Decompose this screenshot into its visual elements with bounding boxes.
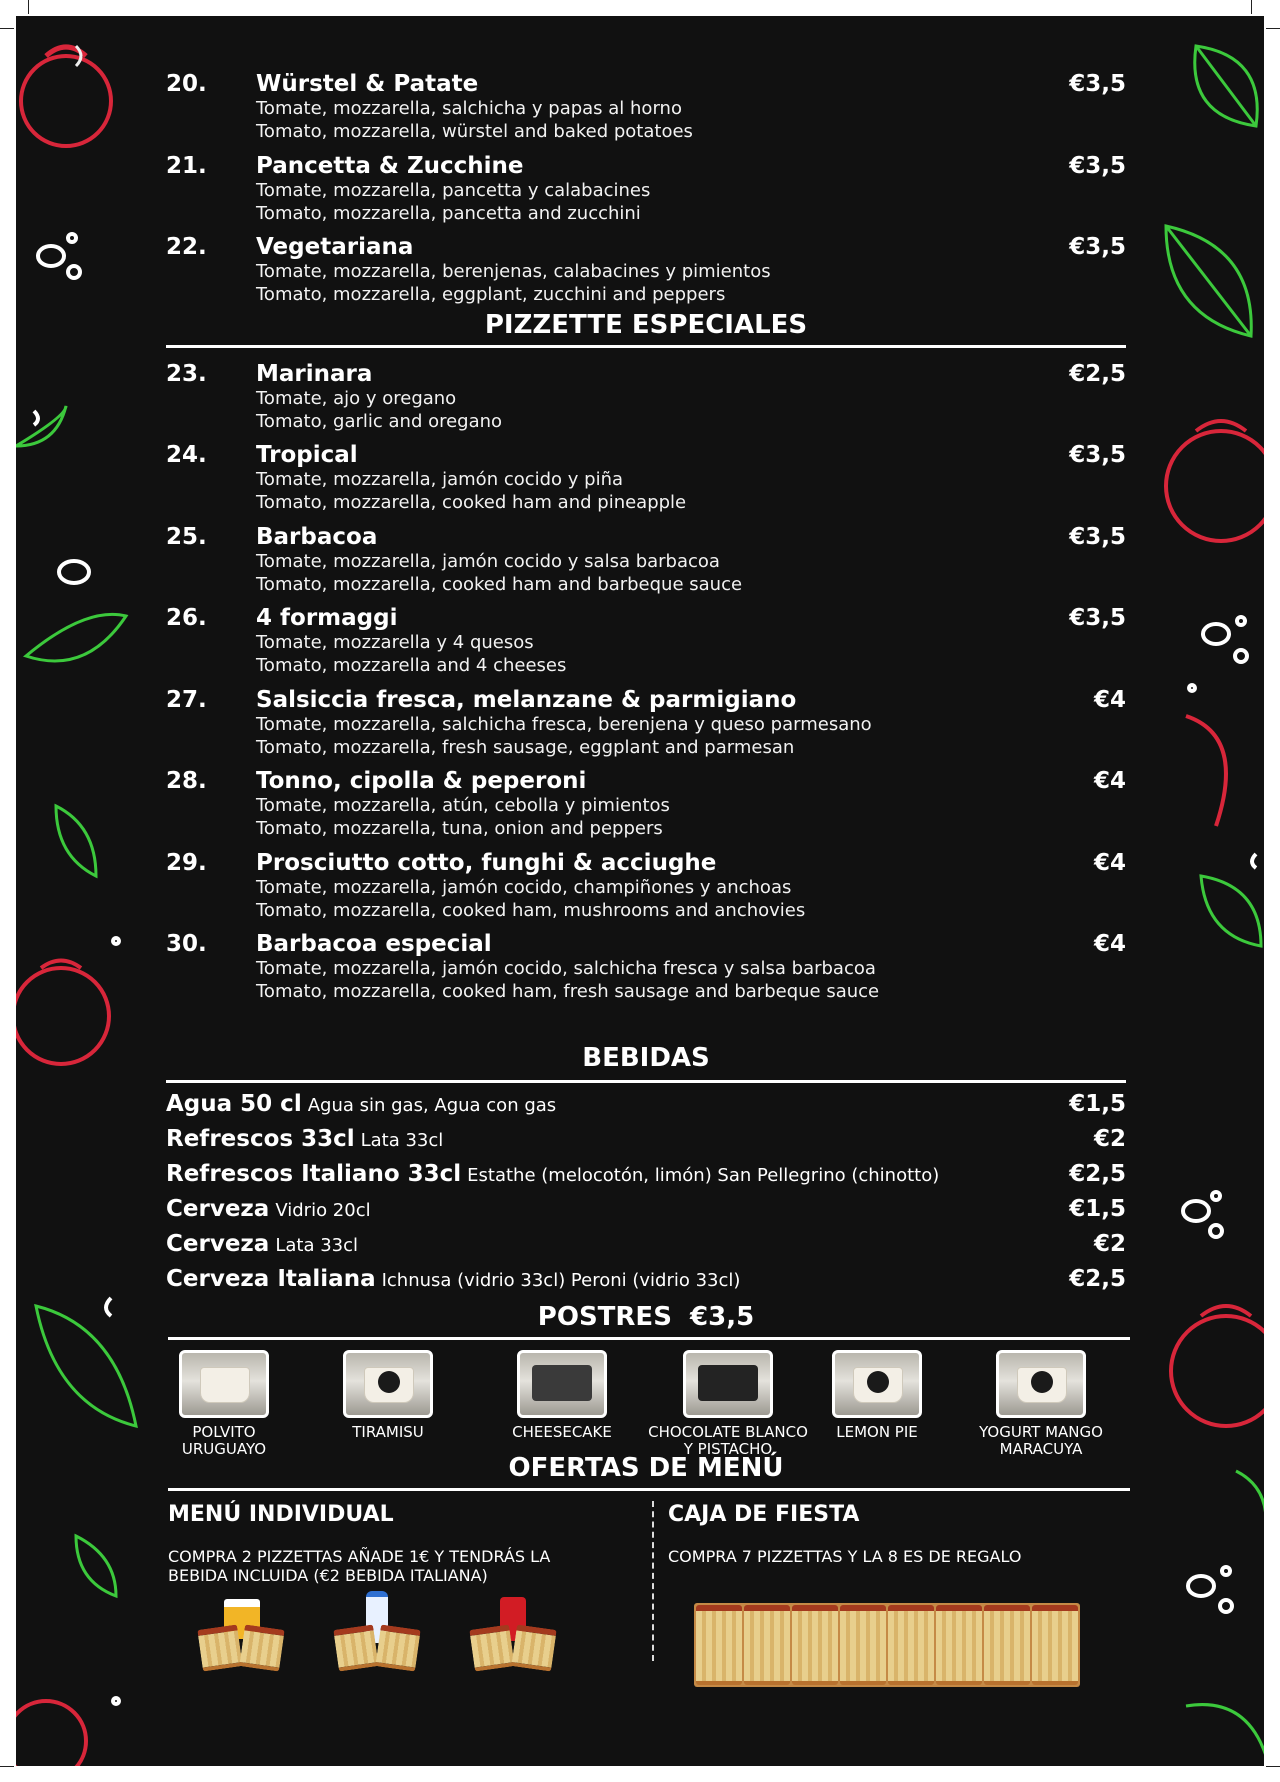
item-name: Tropical: [256, 442, 358, 468]
dessert-photo: [683, 1350, 773, 1418]
item-number: 20.: [166, 71, 207, 97]
item-name: Tonno, cipolla & peperoni: [256, 768, 587, 794]
crop-mark: [1251, 0, 1252, 14]
offer-fiesta: [668, 1491, 1128, 1566]
dessert-label: CHOCOLATE BLANCO Y PISTACHO: [648, 1422, 808, 1458]
drink-price: €2: [1093, 1125, 1126, 1152]
section-title-ofertas: OFERTAS DE MENÚ: [508, 1452, 784, 1483]
menu-item: [166, 767, 1126, 849]
item-description-es: Tomate, mozzarella, jamón cocido, champiñones y anchoas: [256, 876, 792, 898]
item-number: 28.: [166, 768, 207, 794]
drink-price: €2: [1093, 1230, 1126, 1257]
drink-name: Refrescos Italiano 33cl: [166, 1160, 462, 1187]
item-name: Prosciutto cotto, funghi & acciughe: [256, 849, 717, 876]
item-description-en: Tomato, mozzarella and 4 cheeses: [256, 655, 567, 676]
item-number: 21.: [166, 152, 207, 179]
dessert-label: POLVITO URUGUAYO: [181, 1422, 267, 1458]
item-description-es: Tomate, mozzarella, berenjenas, calabacines y pimientos: [256, 261, 771, 282]
item-name: Pancetta & Zucchine: [256, 152, 524, 179]
item-price: €3,5: [1069, 605, 1126, 631]
dessert-label: LEMON PIE: [836, 1422, 918, 1441]
item-name: Salsiccia fresca, melanzane & parmigiano: [256, 686, 797, 713]
dessert-photo: [343, 1350, 433, 1418]
menu-item: [166, 152, 1126, 234]
drink-name: Cerveza Italiana: [166, 1265, 376, 1292]
section-rule: [166, 1080, 1126, 1083]
tomato-icon: [21, 46, 111, 146]
item-description-es: Tomate, mozzarella, jamón cocido, salchicha fresca y salsa barbacoa: [256, 958, 876, 979]
item-description-es: Tomate, mozzarella, atún, cebolla y pimientos: [256, 795, 670, 816]
drink-description: Vidrio 20cl: [275, 1199, 371, 1221]
crop-mark: [1266, 1766, 1280, 1767]
crop-mark: [0, 1766, 14, 1767]
item-description-en: Tomato, mozzarella, eggplant, zucchini and peppers: [256, 284, 726, 305]
item-price: €4: [1093, 686, 1126, 713]
drink-row: [166, 1264, 1126, 1299]
item-number: 25.: [166, 523, 207, 550]
basil-leaf-icon: [1195, 46, 1258, 126]
item-number: 23.: [166, 360, 207, 387]
tomato-icon: [1166, 421, 1264, 541]
drink-row: [166, 1089, 1126, 1124]
drink-price: €2,5: [1069, 1265, 1126, 1292]
drink-row: [166, 1194, 1126, 1229]
item-number: 27.: [166, 686, 207, 713]
tomato-icon: [1171, 1306, 1264, 1426]
menu-item: [166, 360, 1126, 442]
menu-item: [166, 441, 1126, 523]
menu-page: [16, 16, 1264, 1766]
pizza-list-top: [166, 70, 1126, 315]
offer-description: COMPRA 7 PIZZETTAS Y LA 8 ES DE REGALO: [668, 1546, 1022, 1566]
drink-name: Refrescos 33cl: [166, 1125, 355, 1152]
crop-mark: [0, 28, 14, 29]
item-description-es: Tomate, mozzarella, salchicha fresca, berenjena y queso parmesano: [256, 713, 872, 735]
item-description-en: Tomato, mozzarella, tuna, onion and peppers: [256, 818, 663, 839]
item-number: 26.: [166, 605, 207, 631]
menu-item: [166, 849, 1126, 931]
item-description-en: Tomato, mozzarella, cooked ham and barbeque sauce: [256, 573, 743, 595]
item-description-es: Tomate, ajo y oregano: [256, 387, 457, 409]
item-price: €2,5: [1069, 360, 1126, 387]
item-name: Würstel & Patate: [256, 71, 479, 97]
dessert-gallery: [166, 1340, 1126, 1460]
dessert-item: [303, 1350, 473, 1441]
offer-divider: [652, 1501, 654, 1661]
item-name: 4 formaggi: [256, 605, 398, 631]
dessert-label: TIRAMISU: [352, 1422, 424, 1441]
item-description-es: Tomate, mozzarella, salchicha y papas al horno: [256, 98, 682, 119]
drink-description: Lata 33cl: [360, 1129, 444, 1151]
dessert-photo: [996, 1350, 1086, 1418]
item-price: €3,5: [1069, 152, 1126, 179]
item-description-es: Tomate, mozzarella, jamón cocido y salsa barbacoa: [256, 550, 720, 572]
dessert-item: [643, 1350, 813, 1458]
item-number: 30.: [166, 931, 207, 957]
item-name: Vegetariana: [256, 234, 414, 260]
drink-name: Agua 50 cl: [166, 1090, 302, 1117]
drink-row: [166, 1124, 1126, 1159]
dessert-item: [477, 1350, 647, 1441]
item-price: €4: [1093, 931, 1126, 957]
section-title-postres: POSTRES €3,5: [537, 1301, 755, 1332]
combo-soda-image: [472, 1597, 556, 1669]
menu-item: [166, 233, 1126, 315]
drink-row: [166, 1159, 1126, 1194]
item-price: €3,5: [1069, 71, 1126, 97]
tomato-icon: [1186, 716, 1226, 826]
menu-item: [166, 686, 1126, 768]
menu-item: [166, 70, 1126, 152]
dessert-photo: [832, 1350, 922, 1418]
drink-row: [166, 1229, 1126, 1264]
crop-mark: [1266, 28, 1280, 29]
drink-description: Lata 33cl: [275, 1234, 358, 1256]
combo-beer-image: [200, 1599, 284, 1671]
section-title-especiales: PIZZETTE ESPECIALES: [484, 309, 808, 340]
menu-item: [166, 523, 1126, 605]
drink-price: €1,5: [1069, 1090, 1126, 1117]
menu-content: [166, 70, 1126, 1691]
item-price: €3,5: [1069, 442, 1126, 468]
item-price: €4: [1093, 768, 1126, 794]
offer-title: CAJA DE FIESTA: [668, 1501, 860, 1527]
dessert-item: [956, 1350, 1126, 1458]
item-name: Barbacoa: [256, 523, 378, 550]
dessert-label: CHEESECAKE: [512, 1422, 612, 1441]
drink-description: Estathe (melocotón, limón) San Pellegrino (chinotto): [467, 1164, 940, 1186]
offer-description: COMPRA 2 PIZZETTAS AÑADE 1€ Y TENDRÁS LA BEBIDA INCLUIDA (€2 BEBIDA ITALIANA): [168, 1546, 551, 1585]
item-name: Marinara: [256, 360, 373, 387]
drink-name: Cerveza: [166, 1195, 270, 1222]
menu-item: [166, 604, 1126, 686]
tomato-icon: [16, 961, 109, 1065]
offers-block: [166, 1491, 1126, 1691]
item-price: €4: [1093, 849, 1126, 876]
menu-item: [166, 930, 1126, 1012]
tomato-icon: [16, 1701, 86, 1766]
dessert-item: [139, 1350, 309, 1458]
item-description-en: Tomato, mozzarella, cooked ham and pineapple: [256, 492, 687, 513]
item-description-es: Tomate, mozzarella, jamón cocido y piña: [256, 469, 624, 490]
drink-price: €1,5: [1069, 1195, 1126, 1222]
section-rule: [166, 345, 1126, 348]
item-price: €3,5: [1069, 523, 1126, 550]
item-description-en: Tomato, mozzarella, fresh sausage, eggplant and parmesan: [256, 736, 795, 758]
item-description-en: Tomato, mozzarella, pancetta and zucchini: [256, 202, 641, 224]
drinks-list: [166, 1089, 1126, 1299]
combo-water-image: [336, 1591, 420, 1663]
drink-description: Agua sin gas, Agua con gas: [307, 1094, 557, 1116]
section-title-bebidas: BEBIDAS: [582, 1042, 710, 1073]
item-description-en: Tomato, mozzarella, cooked ham, mushrooms and anchovies: [256, 899, 806, 921]
basil-leaf-icon: [1166, 226, 1251, 336]
dessert-item: [792, 1350, 962, 1441]
item-description-en: Tomato, mozzarella, cooked ham, fresh sausage and barbeque sauce: [256, 981, 880, 1002]
item-description-es: Tomate, mozzarella y 4 quesos: [256, 632, 534, 653]
pizza-list-especiales: [166, 360, 1126, 1012]
crop-mark: [28, 0, 29, 14]
offer-individual: [168, 1491, 638, 1585]
item-description-en: Tomato, mozzarella, würstel and baked potatoes: [256, 121, 693, 142]
dessert-photo: [179, 1350, 269, 1418]
drink-name: Cerveza: [166, 1230, 270, 1257]
drink-price: €2,5: [1069, 1160, 1126, 1187]
item-number: 22.: [166, 234, 207, 260]
item-number: 29.: [166, 849, 207, 876]
item-price: €3,5: [1069, 234, 1126, 260]
drink-description: Ichnusa (vidrio 33cl) Peroni (vidrio 33cl): [381, 1269, 741, 1291]
item-name: Barbacoa especial: [256, 931, 492, 957]
item-description-es: Tomate, mozzarella, pancetta y calabacines: [256, 179, 651, 201]
dessert-photo: [517, 1350, 607, 1418]
item-number: 24.: [166, 442, 207, 468]
party-box-image: [694, 1603, 1080, 1687]
item-description-en: Tomato, garlic and oregano: [256, 410, 503, 432]
dessert-label: YOGURT MANGO MARACUYA: [979, 1422, 1103, 1458]
offer-title: MENÚ INDIVIDUAL: [168, 1501, 394, 1527]
